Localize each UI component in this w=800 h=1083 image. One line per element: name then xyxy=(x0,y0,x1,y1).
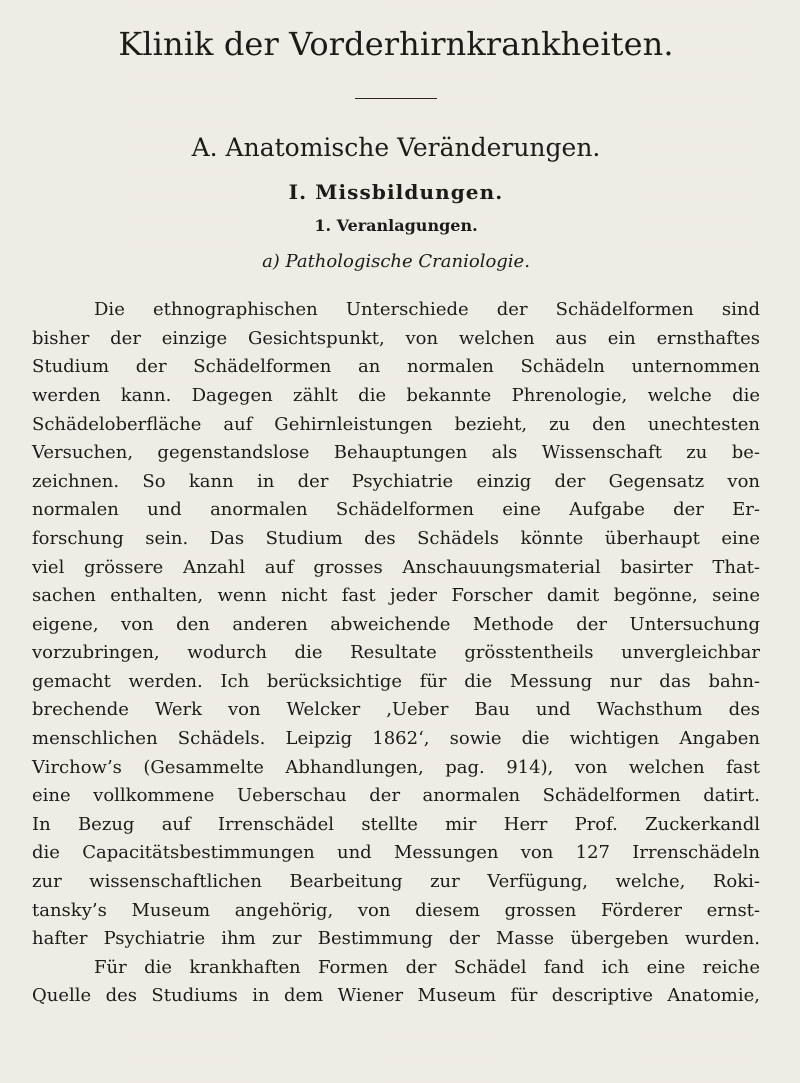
body-line: Virchow’s (Gesammelte Abhandlungen, pag. 914), von welchen fast xyxy=(32,756,760,778)
body-line: brechende Werk von Welcker ‚Ueber Bau und Wachsthum des xyxy=(32,699,760,721)
section-heading-1: 1. Veranlagungen. xyxy=(314,216,478,236)
section-heading-a-sub: a) Pathologische Craniologie. xyxy=(262,250,530,272)
body-line: Die ethnographischen Unterschiede der Schädelformen sind xyxy=(94,299,760,321)
body-line: eine vollkommene Ueberschau der anormalen Schädelformen datirt. xyxy=(32,785,760,807)
document-title: Klinik der Vorderhirnkrankheiten. xyxy=(118,25,674,63)
body-text xyxy=(32,296,760,1011)
section-heading-i: I. Missbildungen. xyxy=(288,180,504,205)
body-line: menschlichen Schädels. Leipzig 1862‘, sowie die wichtigen Angaben xyxy=(32,728,760,750)
body-line: bisher der einzige Gesichtspunkt, von welchen aus ein ernsthaftes xyxy=(32,327,760,349)
body-line: Schädeloberfläche auf Gehirnleistungen bezieht, zu den unechtesten xyxy=(32,413,760,435)
body-line: tansky’s Museum angehörig, von diesem grossen Förderer ernst- xyxy=(32,899,760,921)
body-line: hafter Psychiatrie ihm zur Bestimmung der Masse übergeben wurden. xyxy=(32,928,760,950)
body-line: gemacht werden. Ich berücksichtige für die Messung nur das bahn- xyxy=(32,670,760,692)
body-line: viel grössere Anzahl auf grosses Anschauungsmaterial basirter That- xyxy=(32,556,760,578)
body-line: forschung sein. Das Studium des Schädels könnte überhaupt eine xyxy=(32,527,760,549)
body-line: Quelle des Studiums in dem Wiener Museum für descriptive Anatomie, xyxy=(32,985,760,1007)
body-line: vorzubringen, wodurch die Resultate grösstentheils unvergleichbar xyxy=(32,642,760,664)
body-line: werden kann. Dagegen zählt die bekannte Phrenologie, welche die xyxy=(32,384,760,406)
section-heading-a: A. Anatomische Veränderungen. xyxy=(191,133,601,163)
body-line: In Bezug auf Irrenschädel stellte mir Herr Prof. Zuckerkandl xyxy=(32,813,760,835)
body-line: Studium der Schädelformen an normalen Schädeln unternommen xyxy=(32,356,760,378)
body-line: die Capacitätsbestimmungen und Messungen von 127 Irrenschädeln xyxy=(32,842,760,864)
title-separator-rule xyxy=(355,98,437,99)
body-line: zur wissenschaftlichen Bearbeitung zur Verfügung, welche, Roki- xyxy=(32,871,760,893)
body-line: eigene, von den anderen abweichende Methode der Untersuchung xyxy=(32,613,760,635)
body-line: Für die krankhaften Formen der Schädel fand ich eine reiche xyxy=(94,956,760,978)
body-line: Versuchen, gegenstandslose Behauptungen als Wissenschaft zu be- xyxy=(32,442,760,464)
body-line: normalen und anormalen Schädelformen eine Aufgabe der Er- xyxy=(32,499,760,521)
body-line: zeichnen. So kann in der Psychiatrie einzig der Gegensatz von xyxy=(32,470,760,492)
body-line: sachen enthalten, wenn nicht fast jeder Forscher damit begönne, seine xyxy=(32,585,760,607)
